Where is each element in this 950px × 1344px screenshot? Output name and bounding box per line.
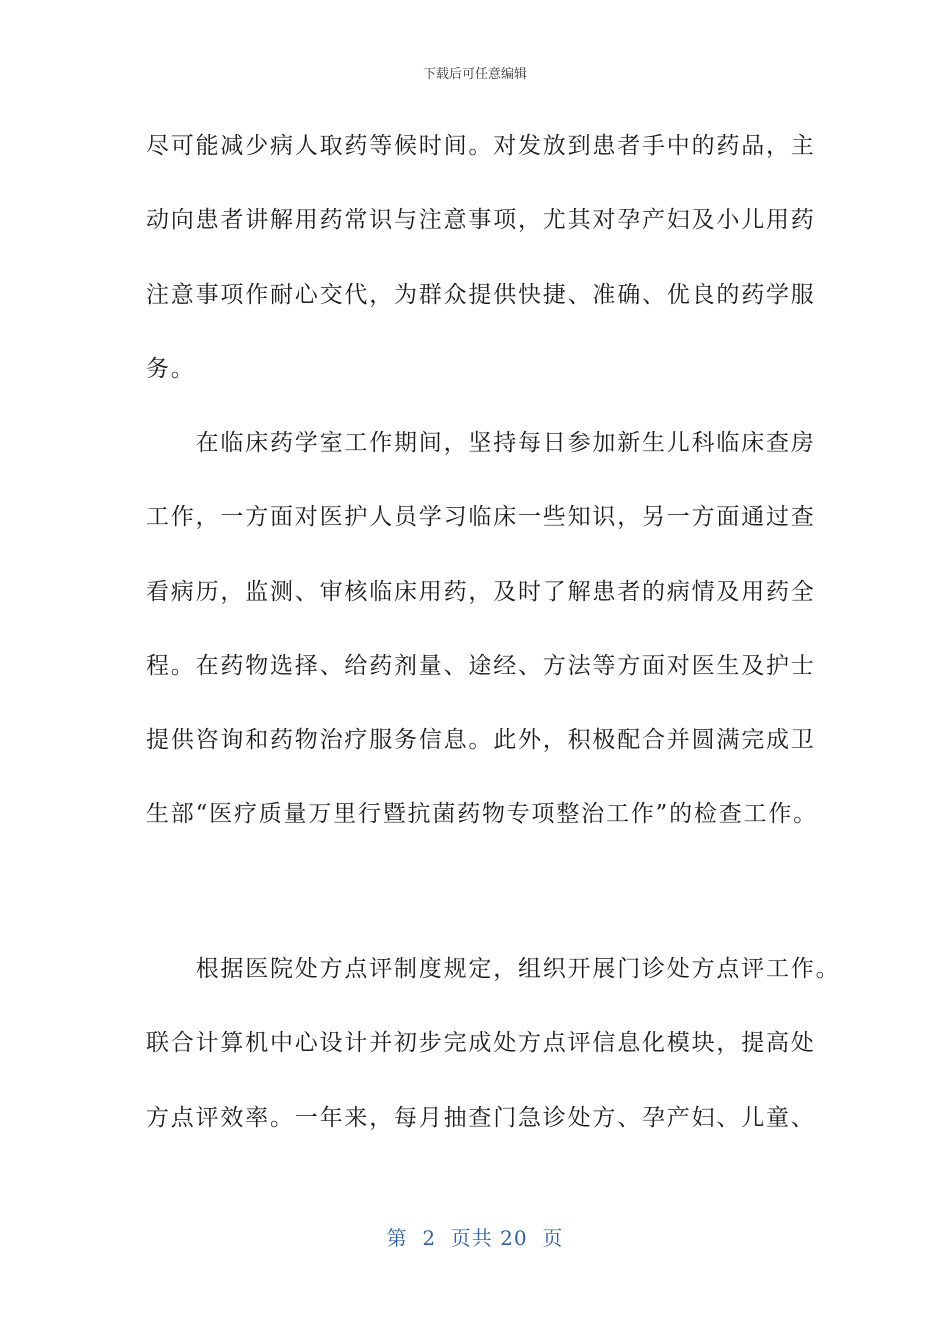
page-header: 下载后可任意编辑	[422, 67, 527, 82]
text-line: 在临床药学室工作期间，坚持每日参加新生儿科临床查房	[146, 430, 816, 456]
text-line: 看病历，监测、审核临床用药，及时了解患者的病情及用药全	[146, 578, 816, 605]
text-line: 提供咨询和药物治疗服务信息。此外，积极配合并圆满完成卫	[146, 727, 816, 754]
text-line: 动向患者讲解用药常识与注意事项，尤其对孕产妇及小儿用药	[146, 207, 816, 234]
text-line: 程。在药物选择、给药剂量、途经、方法等方面对医生及护士	[146, 652, 816, 679]
text-line: 方点评效率。一年来，每月抽查门急诊处方、孕产妇、儿童、	[146, 1104, 816, 1131]
text-line: 尽可能减少病人取药等候时间。对发放到患者手中的药品，主	[146, 133, 816, 159]
paragraph-1	[146, 109, 816, 406]
text-line: 联合计算机中心设计并初步完成处方点评信息化模块，提高处	[146, 1030, 816, 1057]
text-line: 务。	[146, 355, 196, 382]
paragraph-3	[146, 932, 841, 1155]
page-number-footer: 第 2 页共 20 页	[386, 1226, 564, 1250]
text-line: 生部“医疗质量万里行暨抗菌药物专项整治工作”的检查工作。	[146, 801, 818, 828]
paragraph-2	[146, 406, 818, 852]
text-line: 注意事项作耐心交代，为群众提供快捷、准确、优良的药学服	[146, 281, 816, 308]
text-line: 工作，一方面对医护人员学习临床一些知识，另一方面通过查	[146, 504, 816, 531]
text-line: 根据医院处方点评制度规定，组织开展门诊处方点评工作。	[146, 956, 841, 982]
